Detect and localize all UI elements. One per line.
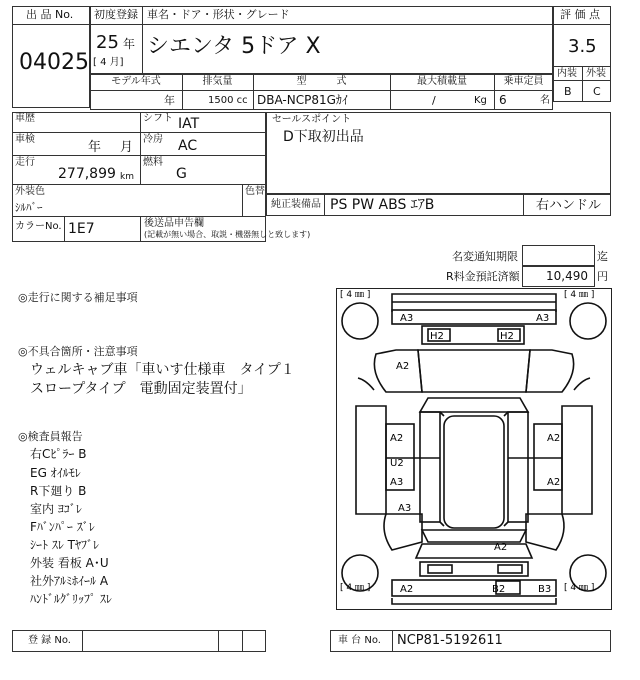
lot-no-label: 出 品 No. xyxy=(26,8,74,21)
inspector-line: Fﾊﾞﾝﾊﾟｰ ｽﾞﾚ xyxy=(30,520,95,534)
mark-pillar-left: U2 xyxy=(390,458,404,469)
defects-title: ◎不具合箇所・注意事項 xyxy=(18,345,138,358)
ac-label: 冷房 xyxy=(143,134,163,145)
inspection-label: 車検 xyxy=(15,134,35,145)
recycle-value: 10,490 xyxy=(546,269,588,283)
steering: 右ハンドル xyxy=(536,198,602,213)
inspector-line: R下廻り B xyxy=(30,484,87,498)
mark-door-rear-left: A3 xyxy=(390,477,404,488)
fuel-label: 燃料 xyxy=(143,157,163,168)
ac: AC xyxy=(178,138,198,154)
wheel-front-left xyxy=(342,303,378,339)
lot-no: 04025 xyxy=(19,50,89,75)
inspector-line: 室内 ﾖｺﾞﾚ xyxy=(30,502,82,516)
tire-fr-label: [ 4 ㎜ ] xyxy=(564,290,595,300)
max-load-label: 最大積載量 xyxy=(417,76,467,87)
history-label: 車歴 xyxy=(15,113,35,124)
mark-rear-center: B2 xyxy=(492,584,506,595)
inspector-line: 社外ｱﾙﾐﾎｲｰﾙ A xyxy=(30,574,109,588)
mark-fender-left: A2 xyxy=(396,361,410,372)
inspector-line: 外装 看板 A･U xyxy=(30,556,109,570)
mark-grille-right: H2 xyxy=(500,331,514,342)
name-change-label: 名変通知期限 xyxy=(452,250,518,263)
tire-fl-label: [ 4 ㎜ ] xyxy=(340,290,371,300)
aftermarket-label: 後送品申告欄 xyxy=(144,218,204,229)
mark-front-left: A3 xyxy=(400,313,414,324)
model-type: DBA-NCP81Gｶｲ xyxy=(257,93,348,107)
interior-grade: B xyxy=(564,85,572,98)
capacity: 6 xyxy=(499,93,507,107)
aftermarket-note: (記載が無い場合、取説・機器無しと致します) xyxy=(144,230,311,239)
inspection-month: 月 xyxy=(120,140,134,155)
reg-year: 25 xyxy=(96,32,119,53)
score: 3.5 xyxy=(568,36,597,57)
mark-quarter-left: A3 xyxy=(398,503,412,514)
mileage: 277,899 xyxy=(58,166,116,182)
defect-line-2: スロープタイプ 電動固定装置付」 xyxy=(30,381,252,397)
name-change-unit: 迄 xyxy=(597,250,608,263)
fuel: G xyxy=(176,166,187,182)
mark-door-front-right: A2 xyxy=(547,433,561,444)
exterior-label: 外装 xyxy=(586,68,606,79)
score-label: 評 価 点 xyxy=(560,8,600,21)
exterior-color-label: 外装色 xyxy=(15,186,45,197)
car-name: シエンタ 5ドア X xyxy=(147,34,321,59)
mark-door-front-left: A2 xyxy=(390,433,404,444)
model-year-unit: 年 xyxy=(164,94,175,107)
max-load: / xyxy=(432,94,436,107)
tire-rl-label: [ 4 ㎜ ] xyxy=(340,583,371,593)
wheel-front-right xyxy=(570,303,606,339)
exterior-grade: C xyxy=(593,85,601,98)
model-year-label: モデル年式 xyxy=(111,76,161,87)
max-load-unit: Kg xyxy=(474,95,487,106)
car-diagram xyxy=(336,288,612,610)
sales-point-label: セールスポイント xyxy=(272,114,352,125)
chassis-label: 車 台 No. xyxy=(338,635,381,646)
displacement: 1500 cc xyxy=(208,95,248,106)
mark-front-right: A3 xyxy=(536,313,550,324)
interior-label: 内装 xyxy=(557,68,577,79)
defect-line-1: ウェルキャブ車「車いす仕様車 タイプ１ xyxy=(30,362,295,378)
color-no-label: カラーNo. xyxy=(15,221,62,232)
first-reg-label: 初度登録 xyxy=(94,8,138,21)
inspector-line: 右Cﾋﾟﾗｰ B xyxy=(30,447,87,461)
chassis-no: NCP81-5192611 xyxy=(397,633,503,648)
recycle-unit: 円 xyxy=(597,270,608,283)
reg-no-label: 登 録 No. xyxy=(28,635,71,646)
inspector-line: ﾊﾝﾄﾞﾙｸﾞﾘｯﾌﾟ ｽﾚ xyxy=(30,592,112,606)
repaint-label: 色替 xyxy=(245,186,265,197)
inspection-year: 年 xyxy=(88,140,102,155)
mileage-unit: km xyxy=(120,172,134,182)
genuine-equip: PS PW ABS ｴｱB xyxy=(330,197,435,213)
mark-rear-left: A2 xyxy=(400,584,414,595)
exterior-color: ｼﾙﾊﾞｰ xyxy=(15,201,43,214)
name-change-value-box xyxy=(522,245,595,266)
inspector-line: EG ｵｲﾙﾓﾚ xyxy=(30,466,81,480)
mark-rear-right: B3 xyxy=(538,584,552,595)
shift-label: シフト xyxy=(143,113,173,124)
capacity-label: 乗車定員 xyxy=(503,76,544,87)
reg-month: [ 4 月] xyxy=(93,57,124,68)
mark-trunk: A2 xyxy=(494,542,508,553)
mileage-label: 走行 xyxy=(15,157,35,168)
recycle-label: R料金預託済額 xyxy=(446,270,520,283)
mark-grille-left: H2 xyxy=(430,331,444,342)
genuine-equip-label: 純正装備品 xyxy=(271,199,321,210)
year-unit: 年 xyxy=(123,37,136,51)
tire-rr-label: [ 4 ㎜ ] xyxy=(564,583,595,593)
inspector-line: ｼｰﾄ ｽﾚ Tﾔﾌﾞﾚ xyxy=(30,538,99,552)
inspector-title: ◎検査員報告 xyxy=(18,430,83,443)
name-label: 車名・ドア・形状・グレード xyxy=(147,8,290,21)
sales-point: D下取初出品 xyxy=(283,129,364,145)
mark-door-rear-right: A2 xyxy=(547,477,561,488)
type-label: 型 式 xyxy=(296,76,347,87)
driving-title: ◎走行に関する補足事項 xyxy=(18,291,138,304)
displacement-label: 排気量 xyxy=(202,76,233,87)
shift: IAT xyxy=(178,116,200,132)
capacity-unit: 名 xyxy=(540,95,550,106)
color-no: 1E7 xyxy=(68,221,95,237)
